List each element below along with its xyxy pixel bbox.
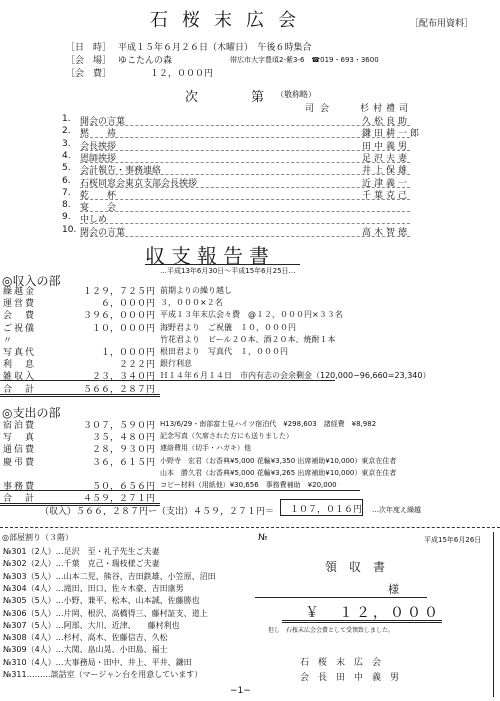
circle-bullet-icon: ◎ xyxy=(2,533,9,542)
income-amount: ６，０００円 xyxy=(100,299,155,310)
info-fee-value: １２，０００円 xyxy=(150,69,214,79)
program-item-person: 井上保雄 xyxy=(362,166,411,177)
program-item-title: 中しめ xyxy=(80,215,108,226)
receipt-org: 石 桜 末 広 会 xyxy=(300,658,382,668)
info-fee-label: ［会 費］ xyxy=(66,69,112,79)
expense-heading: ◎支出の部 xyxy=(2,406,61,420)
income-label: 運営費 xyxy=(3,299,37,310)
expense-label: 慶弔費 xyxy=(3,457,37,468)
circle-bullet-icon: ◎ xyxy=(2,274,13,288)
income-label: 合 計 xyxy=(3,384,37,395)
income-amount: ２３，３４０円 xyxy=(91,372,155,383)
program-item-leader-line xyxy=(80,236,410,237)
expense-note: H13/6/29・南部富士見ハイツ宿泊代 ¥298,603 諸経費 ¥8,982 xyxy=(160,420,377,428)
mc-label: 司会 xyxy=(305,104,336,114)
room-item: №304（4人）…滝田、田口、佐々木豪、吉田康男 xyxy=(3,583,184,593)
circle-bullet-icon: ◎ xyxy=(2,406,13,420)
expense-label: 宿泊費 xyxy=(3,421,37,431)
income-amount: １０，０００円 xyxy=(91,323,155,334)
program-item-number: 2. xyxy=(62,126,71,137)
expense-note: 小野寺 宏君（お香典¥5,000 花輪¥3,350 出席補助¥10,000）東京在住者 xyxy=(160,456,397,465)
room-item: №301（2人）…足沢 至・礼子先生ご夫妻 xyxy=(3,547,160,556)
program-item-number: 5. xyxy=(62,163,71,174)
expense-amount: ２８，９３０円 xyxy=(91,445,155,456)
income-amount: ５６６，２８７円 xyxy=(82,384,155,395)
receipt-president: 会 長 田 中 義 男 xyxy=(300,673,400,683)
program-item-leader-line xyxy=(80,199,410,200)
room-item: №309（4人）…大関、畠山晃、小田島、福士 xyxy=(3,645,168,655)
report-title-underline xyxy=(145,264,300,265)
program-item-title: 黙 祷 xyxy=(80,129,117,140)
distribution-tag: ［配布用資料］ xyxy=(410,19,474,29)
expense-amount: ３６，６１５円 xyxy=(91,457,155,468)
program-item-person: 千葉克己 xyxy=(362,190,411,201)
room-item: №303（5人）…山本二児、熊谷、吉田鉄雄、小笠原、沼田 xyxy=(3,571,216,581)
income-heading: ◎収入の部 xyxy=(2,274,61,288)
program-item-person: 高木智徳 xyxy=(362,227,411,238)
income-note: 根田君より 写真代 １，０００円 xyxy=(160,347,288,356)
page-number: −1− xyxy=(230,686,251,696)
receipt-sama: 様 xyxy=(388,583,399,596)
expense-note: 連絡費用（切手・ハガキ）他 xyxy=(160,444,251,453)
program-item-number: 8. xyxy=(62,200,71,211)
program-item-person: 近津義一 xyxy=(362,178,411,189)
receipt-date: 平成15年6月26日 xyxy=(424,536,482,544)
expense-note: コピー材料（用紙他）¥30,656 事務費補助 ¥20,000 xyxy=(160,481,337,489)
program-item-number: 3. xyxy=(62,138,71,149)
program-item-leader-line xyxy=(80,150,410,151)
document-title: 石桜末広会 xyxy=(150,10,310,31)
program-item-number: 7. xyxy=(62,187,71,198)
income-note: 竹花君より ビール２０本、酒２０本、焼酎１本 xyxy=(160,334,336,344)
program-item-title: 開会の言葉 xyxy=(80,117,126,127)
room-item: №307（5人）…阿部、大川、近津、 藤村利也 xyxy=(3,620,180,630)
program-item-person: 久松良助 xyxy=(362,117,411,127)
income-note: ３，０００×２名 xyxy=(160,298,223,308)
program-item-number: 10. xyxy=(62,224,77,235)
program-item-title: 石桜同窓会東京支部会長挨拶 xyxy=(80,178,198,189)
income-amount: ２２２円 xyxy=(118,360,155,371)
section-divider xyxy=(0,527,500,528)
income-label: 利 息 xyxy=(3,360,37,371)
receipt-right-border xyxy=(493,532,494,697)
income-label: 〃 xyxy=(3,335,15,346)
program-item-leader-line xyxy=(80,125,410,126)
expense-note: 山本 勝久君（お香典¥5,000 花輪¥3,265 出席補助¥10,000）東京在住者 xyxy=(160,468,397,477)
income-note: 平成１３年末広会々費 @１２，０００円×３３名 xyxy=(160,310,343,320)
expense-label: 合 計 xyxy=(3,494,37,505)
balance-text: （収入）５６６，２８７円ー（支出）４５９，２７１円＝ xyxy=(40,507,275,517)
room-item: №306（5人）…片岡、根沢、高橋得三、藤村証支、道上 xyxy=(3,608,208,618)
room-item: №308（4人）…杉村、高木、佐藤信吉、久松 xyxy=(3,633,168,643)
balance-note: …次年度え繰越 xyxy=(372,506,421,514)
info-venue-value: ゆこたんの森 xyxy=(118,56,173,66)
expense-amount: ３０７，５９０円 xyxy=(82,421,155,431)
receipt-name-line xyxy=(255,597,427,598)
program-item-number: 9. xyxy=(62,212,71,223)
program-item-leader-line xyxy=(80,137,410,138)
expense-amount: ３５，４８０円 xyxy=(91,433,155,444)
program-item-title: 恩師挨拶 xyxy=(80,153,117,164)
program-item-number: 4. xyxy=(62,150,71,161)
income-amount: ３９６，０００円 xyxy=(82,311,155,322)
program-item-person: 鎌田耕一郎 xyxy=(362,129,423,140)
balance-value: １０７，０１６円 xyxy=(290,505,363,515)
rooms-heading: ◎部屋割り（３階） xyxy=(2,533,73,542)
expense-label: 事務費 xyxy=(3,482,37,492)
income-note: Ｈ１４年６月１４日 市内有志の会余剰金（120,000−96,660=23,340） xyxy=(160,371,431,381)
mc-name: 杉村禮司 xyxy=(360,104,413,114)
income-label: 繰越金 xyxy=(3,287,37,297)
receipt-no-label: № xyxy=(258,533,268,543)
receipt-amount-line xyxy=(282,620,442,623)
receipt-note: 但し 石桜末広会会費として受領致しました。 xyxy=(268,627,395,634)
income-label: 雑収入 xyxy=(3,372,37,383)
program-item-title: 宴 会 xyxy=(80,203,117,214)
room-item: №305（5人）…小野、兼平、松本、山本誠、佐藤勝也 xyxy=(3,596,200,606)
info-venue-label: ［会 場］ xyxy=(66,56,112,66)
income-note: 前期よりの繰り越し xyxy=(160,286,232,295)
program-item-leader-line xyxy=(80,211,410,212)
income-amount: １，０００円 xyxy=(100,348,155,358)
expense-label: 通信費 xyxy=(3,445,37,456)
program-item-person: 足沢夫妻 xyxy=(362,153,411,164)
income-label: ご祝儀 xyxy=(3,323,37,334)
program-item-person: 田中義男 xyxy=(362,141,411,152)
receipt-amount: ￥ １２，０００ xyxy=(305,605,441,621)
info-date-label: ［日 時］ xyxy=(66,43,112,53)
report-title: 収支報告書 xyxy=(145,244,275,268)
program-item-number: 6. xyxy=(62,175,71,186)
income-note: 銀行利息 xyxy=(160,359,192,369)
expense-note: 記念写真（欠席された方にも送りました） xyxy=(160,432,293,441)
program-item-leader-line xyxy=(80,223,410,224)
income-total-double-line xyxy=(0,394,160,397)
program-item-title: 閉会の言葉 xyxy=(80,227,126,238)
program-note: （敬称略） xyxy=(276,90,316,99)
expense-label: 写 真 xyxy=(3,433,37,444)
expense-amount: ５０，６５６円 xyxy=(91,482,155,492)
program-item-title: 乾 杯 xyxy=(80,190,117,201)
program-item-number: 1. xyxy=(62,114,71,124)
program-item-title: 会計報告・事務連絡 xyxy=(80,166,162,177)
room-item: №311………談話室（マージャン台を用意しています） xyxy=(3,670,203,679)
income-label: 写真代 xyxy=(3,348,37,358)
info-venue-contact: 帯広市大字豊頃2-紫3-6 ☎019・693・3600 xyxy=(230,56,379,64)
room-item: №310（4人）…大事務局・田中、井上、平井、鎌田 xyxy=(3,657,192,667)
program-item-title: 会長挨拶 xyxy=(80,141,117,152)
receipt-title: 領 収 書 xyxy=(325,560,386,574)
room-item: №302（2人）…千葉 克己・瑞枝様ご夫妻 xyxy=(3,559,160,569)
program-title: 次 第 xyxy=(185,90,285,105)
income-label: 会 費 xyxy=(3,311,37,322)
income-note: 海野君より ご祝儀 １０，０００円 xyxy=(160,322,296,332)
expense-amount: ４５９，２７１円 xyxy=(82,494,155,505)
info-date-value: 平成１５年６月２６日（木曜日） 午後６時集合 xyxy=(118,43,312,53)
program-item-leader-line xyxy=(80,187,410,188)
income-amount: １２９，７２５円 xyxy=(82,287,155,297)
report-period: …平成13年6月30日〜平成15年6月25日… xyxy=(160,267,296,275)
